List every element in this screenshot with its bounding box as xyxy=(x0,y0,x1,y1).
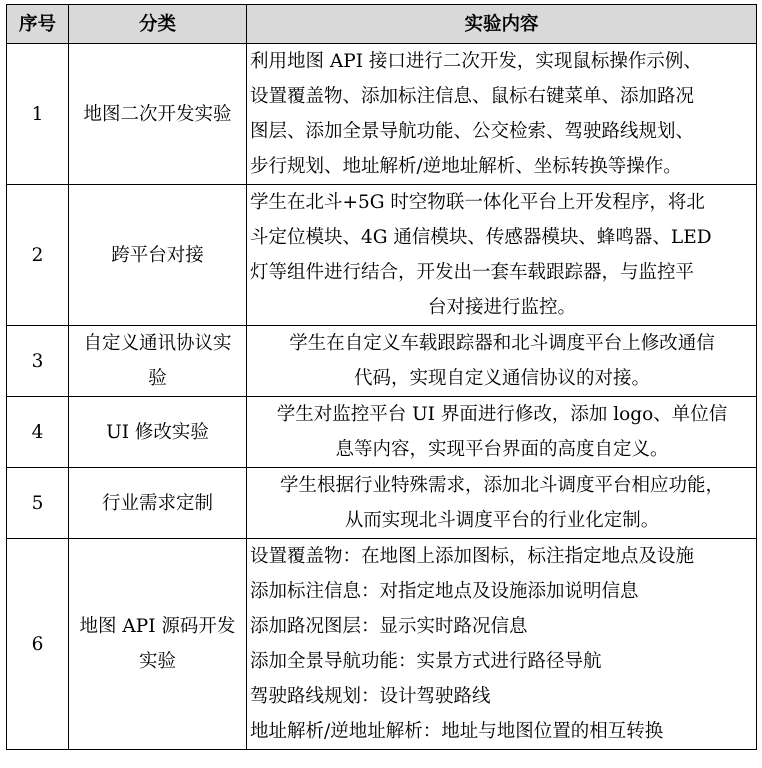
row-content xyxy=(247,185,757,326)
content-line: 学生对监控平台 UI 界面进行修改，添加 logo、单位信 xyxy=(276,404,728,425)
table-row xyxy=(7,539,757,750)
content-line: 学生在北斗+5G 时空物联一体化平台上开发程序，将北 xyxy=(250,192,705,213)
content-line: 添加路况图层：显示实时路况信息 xyxy=(250,616,528,637)
row-content xyxy=(247,397,757,468)
content-line: 斗定位模块、4G 通信模块、传感器模块、蜂鸣器、LED xyxy=(250,227,712,248)
experiment-table xyxy=(6,4,757,750)
header-index: 序号 xyxy=(7,5,69,44)
category-line: 自定义通讯协议实 xyxy=(83,333,232,354)
row-content xyxy=(247,539,757,750)
content-line: 图层、添加全景导航功能、公交检索、驾驶路线规划、 xyxy=(250,121,695,142)
row-index: 4 xyxy=(7,397,69,468)
content-line: 代码，实现自定义通信协议的对接。 xyxy=(353,368,650,389)
row-category: 跨平台对接 xyxy=(69,185,247,326)
content-line: 添加标注信息：对指定地点及设施添加说明信息 xyxy=(250,581,639,602)
experiment-table-wrapper xyxy=(6,4,757,750)
row-category: UI 修改实验 xyxy=(69,397,247,468)
table-row xyxy=(7,185,757,326)
content-line: 驾驶路线规划：设计驾驶路线 xyxy=(250,686,491,707)
content-line: 利用地图 API 接口进行二次开发，实现鼠标操作示例、 xyxy=(250,51,702,72)
category-line: 实验 xyxy=(138,651,176,672)
table-row xyxy=(7,468,757,539)
content-line: 设置覆盖物、添加标注信息、鼠标右键菜单、添加路况 xyxy=(250,86,695,107)
table-header-row xyxy=(7,5,757,44)
content-line: 步行规划、地址解析/逆地址解析、坐标转换等操作。 xyxy=(250,156,682,177)
row-index: 5 xyxy=(7,468,69,539)
table-row xyxy=(7,397,757,468)
table-row xyxy=(7,326,757,397)
row-category xyxy=(69,326,247,397)
row-content xyxy=(247,468,757,539)
row-index: 2 xyxy=(7,185,69,326)
content-line: 地址解析/逆地址解析：地址与地图位置的相互转换 xyxy=(250,721,664,742)
header-category: 分类 xyxy=(69,5,247,44)
content-line: 设置覆盖物：在地图上添加图标，标注指定地点及设施 xyxy=(250,546,695,567)
category-line: 地图 API 源码开发 xyxy=(79,616,236,637)
content-line: 台对接进行监控。 xyxy=(427,297,576,318)
row-category: 地图二次开发实验 xyxy=(69,44,247,185)
category-line: 验 xyxy=(148,368,167,389)
content-line: 学生在自定义车载跟踪器和北斗调度平台上修改通信 xyxy=(289,333,715,354)
content-line: 添加全景导航功能：实景方式进行路径导航 xyxy=(250,651,602,672)
row-index: 6 xyxy=(7,539,69,750)
content-line: 息等内容，实现平台界面的高度自定义。 xyxy=(335,439,669,460)
row-category: 行业需求定制 xyxy=(69,468,247,539)
content-line: 灯等组件进行结合，开发出一套车载跟踪器，与监控平 xyxy=(250,262,695,283)
row-index: 3 xyxy=(7,326,69,397)
content-line: 从而实现北斗调度平台的行业化定制。 xyxy=(344,510,660,531)
row-content xyxy=(247,44,757,185)
table-row xyxy=(7,44,757,185)
row-content xyxy=(247,326,757,397)
header-content: 实验内容 xyxy=(247,5,757,44)
row-index: 1 xyxy=(7,44,69,185)
content-line: 学生根据行业特殊需求，添加北斗调度平台相应功能， xyxy=(279,475,724,496)
row-category xyxy=(69,539,247,750)
